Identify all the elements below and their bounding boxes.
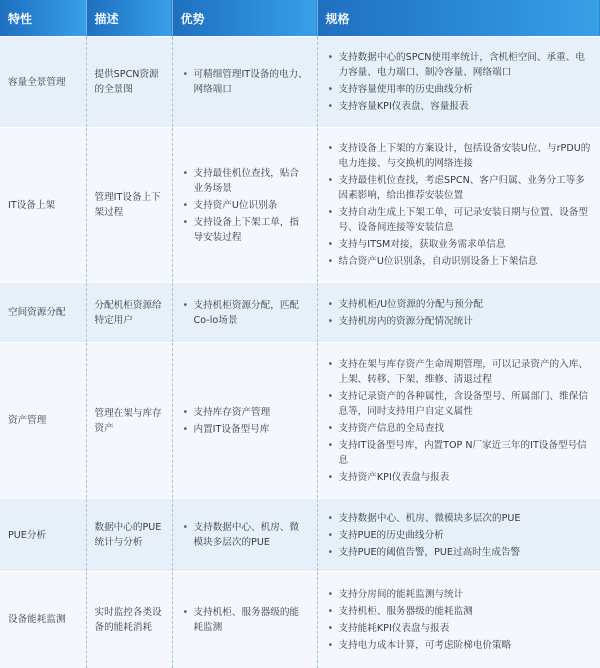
bullet-list	[326, 587, 593, 653]
description-cell: 分配机柜资源给特定用户	[86, 283, 172, 343]
specs-cell	[317, 343, 600, 499]
list-item: • 支持设备上下架的方案设计，包括设备安装U位、与rPDU的电力连接、与交换机的网络连接	[326, 141, 593, 171]
feature-cell: PUE分析	[0, 499, 86, 572]
list-item: • 支持在架与库存资产生命周期管理，可以记录资产的入库、上架、转移、下架、维修、清退过程	[326, 357, 593, 387]
list-item: • 支持机柜、服务器级的能耗监测	[326, 604, 593, 619]
list-item: • 支持数据中心、机房、微模块多层次的PUE	[181, 520, 309, 550]
table-row	[0, 572, 600, 668]
list-item: • 支持PUE的阈值告警，PUE过高时生成告警	[326, 545, 593, 560]
list-item: • 支持最佳机位查找，考虑SPCN、客户归属、业务分工等多因素影响，给出推荐安装位置	[326, 173, 593, 203]
header-feature: 特性	[0, 0, 86, 37]
list-item: • 支持自动生成上下架工单，可记录安装日期与位置、设备型号、设备间连接等安装信息	[326, 205, 593, 235]
header-specs: 规格	[317, 0, 600, 37]
header-advantages: 优势	[172, 0, 317, 37]
specs-cell	[317, 283, 600, 343]
advantages-cell	[172, 499, 317, 572]
list-item: • 支持机柜、服务器级的能耗监测	[181, 605, 309, 635]
description-cell: 管理IT设备上下架过程	[86, 128, 172, 283]
table-row	[0, 499, 600, 572]
bullet-list	[326, 357, 593, 485]
bullet-list	[181, 166, 309, 245]
description-cell: 数据中心的PUE统计与分析	[86, 499, 172, 572]
header-description: 描述	[86, 0, 172, 37]
bullet-list	[181, 405, 309, 437]
list-item: • 支持机柜/U位资源的分配与预分配	[326, 297, 593, 312]
table-row	[0, 128, 600, 283]
list-item: • 支持资产U位识别条	[181, 198, 309, 213]
list-item: • 支持最佳机位查找，贴合业务场景	[181, 166, 309, 196]
specs-cell	[317, 499, 600, 572]
list-item: • 支持容量KPI仪表盘、容量报表	[326, 99, 593, 114]
bullet-list	[326, 141, 593, 269]
list-item: • 支持资产KPI仪表盘与报表	[326, 470, 593, 485]
list-item: • 可精细管理IT设备的电力、网络端口	[181, 67, 309, 97]
list-item: • 支持机房内的资源分配情况统计	[326, 314, 593, 329]
feature-cell: 容量全景管理	[0, 37, 86, 128]
description-cell: 实时监控各类设备的能耗消耗	[86, 572, 172, 668]
list-item: • 支持机柜资源分配，匹配Co-lo场景	[181, 298, 309, 328]
bullet-list	[181, 67, 309, 97]
list-item: • 结合资产U位识别条，自动识别设备上下架信息	[326, 254, 593, 269]
advantages-cell	[172, 37, 317, 128]
list-item: • 支持容量使用率的历史曲线分析	[326, 82, 593, 97]
description-cell: 提供SPCN资源的全景图	[86, 37, 172, 128]
list-item: • 内置IT设备型号库	[181, 422, 309, 437]
advantages-cell	[172, 283, 317, 343]
list-item: • 支持能耗KPI仪表盘与报表	[326, 621, 593, 636]
feature-cell: 空间资源分配	[0, 283, 86, 343]
bullet-list	[181, 520, 309, 550]
description-cell: 管理在架与库存资产	[86, 343, 172, 499]
header-row	[0, 0, 600, 37]
list-item: • 支持设备上下架工单，指导安装过程	[181, 215, 309, 245]
bullet-list	[181, 605, 309, 635]
list-item: • 支持分房间的能耗监测与统计	[326, 587, 593, 602]
bullet-list	[326, 297, 593, 329]
bullet-list	[326, 511, 593, 560]
list-item: • 支持记录资产的各种属性，含设备型号、所属部门、维保信息等，同时支持用户自定义属性	[326, 389, 593, 419]
list-item: • 支持库存资产管理	[181, 405, 309, 420]
bullet-list	[181, 298, 309, 328]
table-body	[0, 37, 600, 668]
feature-cell: 资产管理	[0, 343, 86, 499]
feature-cell: 设备能耗监测	[0, 572, 86, 668]
list-item: • 支持电力成本计算，可考虑阶梯电价策略	[326, 638, 593, 653]
table-header	[0, 0, 600, 37]
table-row	[0, 283, 600, 343]
specs-cell	[317, 37, 600, 128]
advantages-cell	[172, 572, 317, 668]
specs-cell	[317, 572, 600, 668]
advantages-cell	[172, 128, 317, 283]
table-row	[0, 343, 600, 499]
list-item: • 支持与ITSM对接，获取业务需求单信息	[326, 237, 593, 252]
feature-cell: IT设备上架	[0, 128, 86, 283]
bullet-list	[326, 50, 593, 114]
list-item: • 支持资产信息的全局查找	[326, 421, 593, 436]
advantages-cell	[172, 343, 317, 499]
list-item: • 支持IT设备型号库，内置TOP N厂家近三年的IT设备型号信息	[326, 438, 593, 468]
table-row	[0, 37, 600, 128]
list-item: • 支持PUE的历史曲线分析	[326, 528, 593, 543]
list-item: • 支持数据中心的SPCN使用率统计，含机柜空间、承重、电力容量、电力端口、制冷容量、网络端口	[326, 50, 593, 80]
specs-cell	[317, 128, 600, 283]
list-item: • 支持数据中心、机房、微模块多层次的PUE	[326, 511, 593, 526]
